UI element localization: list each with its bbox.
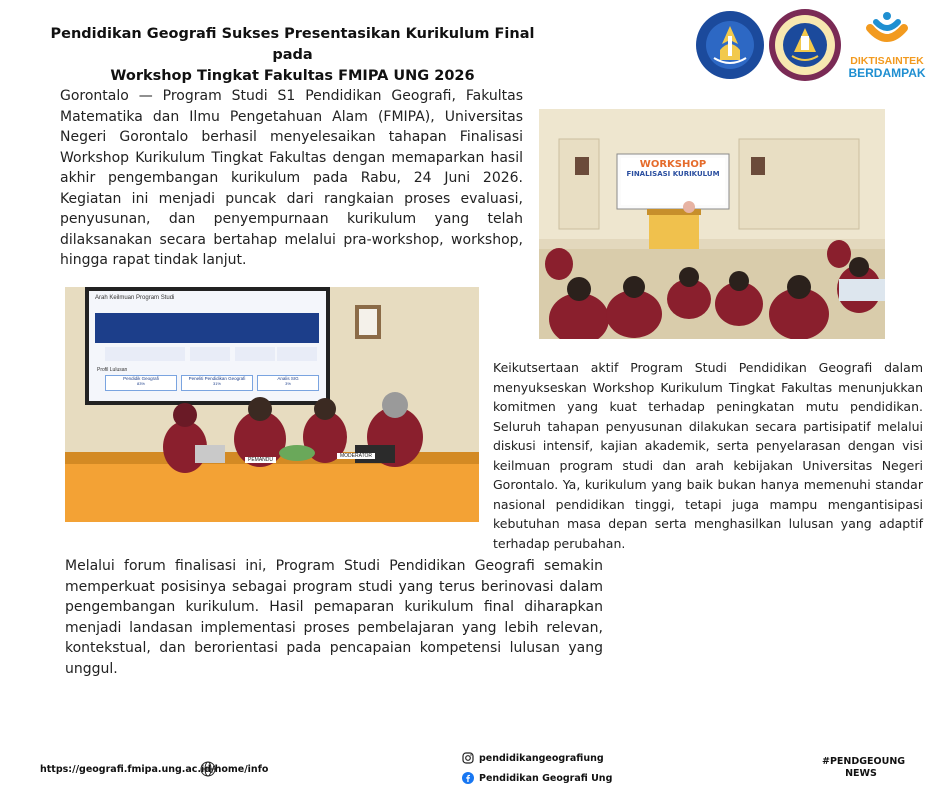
workshop-audience-photo (539, 109, 885, 339)
slide-box-2-value: 31% (212, 381, 221, 386)
slide-box-1 (105, 375, 177, 391)
paragraph-1: Gorontalo — Program Studi S1 Pendidikan Geografi, Fakultas Matematika dan Ilmu Pengetahuan Alam (FMIPA), Universitas Negeri Gorontalo berhasil menyelesaikan tahapan Finalisasi Workshop Kurikulum Tingkat Fakultas dengan memaparkan hasil akhir pengembangan kurikulum pada Rabu, 24 Juni 2026. Kegiatan ini menjadi puncak dari rangkaian proses evaluasi, penyusunan, dan penyempurnaan kurikulum yang telah dilaksanakan secara bertahap melalui pra-workshop, workshop, hingga rapat tindak lanjut. (60, 88, 523, 268)
globe-icon (200, 761, 216, 777)
hashtag-line-1: #PENDGEOUNG (822, 756, 906, 767)
slide-box-2-label: Peneliti Pendidikan Geografi (188, 376, 246, 381)
diktisaintek-mark-icon (862, 8, 912, 50)
slide-box-3-value: 3% (285, 381, 291, 386)
slide-box-1-value: 83% (136, 381, 145, 386)
slide-subtitle: Profil Lulusan (97, 367, 128, 373)
presenters-photo (65, 287, 479, 522)
title-line-2: Workshop Tingkat Fakultas FMIPA UNG 2026 (110, 68, 475, 84)
berdampak-text: BERDAMPAK (848, 66, 926, 80)
presenters-illustration (65, 287, 479, 522)
ung-logo (768, 8, 842, 82)
title-line-1: Pendidikan Geografi Sukses Presentasikan Kurikulum Final pada (50, 26, 535, 63)
tut-wuri-logo (694, 10, 766, 80)
facebook-icon (462, 772, 474, 784)
slide-box-3-label: Analis SIG (277, 376, 299, 381)
slide-box-1-label: Pendidik Geografi (123, 376, 159, 381)
website-link[interactable] (40, 764, 268, 775)
paragraph-2: Keikutsertaan aktif Program Studi Pendidikan Geografi dalam menyukseskan Workshop Kurikulum Tingkat Fakultas menunjukkan komitmen yang kuat terhadap peningkatan mutu pendidikan. Seluruh tahapan penyusunan dilakukan secara partisipatif melalui diskusi intensif, kajian akademik, serta penyelarasan dengan visi keilmuan program studi dan arah kebijakan Universitas Negeri Gorontalo. Ya, kurikulum yang baik bukan hanya memenuhi standar nasional pendidikan tinggi, tetapi juga mampu mengantisipasi kebutuhan masa depan serta menghasilkan lulusan yang adaptif terhadap perubahan. (493, 360, 923, 551)
diktisaintek-logo (842, 8, 932, 82)
slide-box-2 (181, 375, 253, 391)
nameplate-2: MODERATOR (337, 453, 375, 459)
website-url[interactable]: https://geografi.fmipa.ung.ac.id/home/info (40, 764, 269, 775)
article-title (40, 24, 545, 87)
instagram-link[interactable] (462, 752, 604, 764)
workshop-audience-illustration (539, 109, 885, 339)
banner-title: WORKSHOP (639, 159, 707, 170)
workshop-banner (621, 159, 725, 178)
paragraph-3: Melalui forum finalisasi ini, Program Studi Pendidikan Geografi semakin memperkuat posisinya sebagai program studi yang terus berinovasi dalam pengembangan kurikulum. Hasil pemaparan kurikulum final diharapkan menjadi landasan implementasi proses pembelajaran yang lebih relevan, kontekstual, dan berorientasi pada pencapaian kompetensi lulusan yang unggul. (65, 558, 603, 677)
facebook-link[interactable] (462, 772, 612, 784)
hashtag-line-2: NEWS (845, 768, 877, 779)
diktisaintek-text: DIKTISAINTEK (850, 55, 924, 67)
slide-title: Arah Keilmuan Program Studi (95, 295, 175, 301)
hashtag (822, 756, 906, 780)
slide-box-3 (257, 375, 319, 391)
banner-subtitle: FINALISASI KURIKULUM (626, 170, 720, 178)
nameplate-1: PEMANDU (245, 457, 276, 463)
instagram-icon (462, 752, 474, 764)
instagram-handle[interactable]: pendidikangeografiung (479, 752, 604, 764)
facebook-page-name[interactable]: Pendidikan Geografi Ung (479, 772, 613, 784)
